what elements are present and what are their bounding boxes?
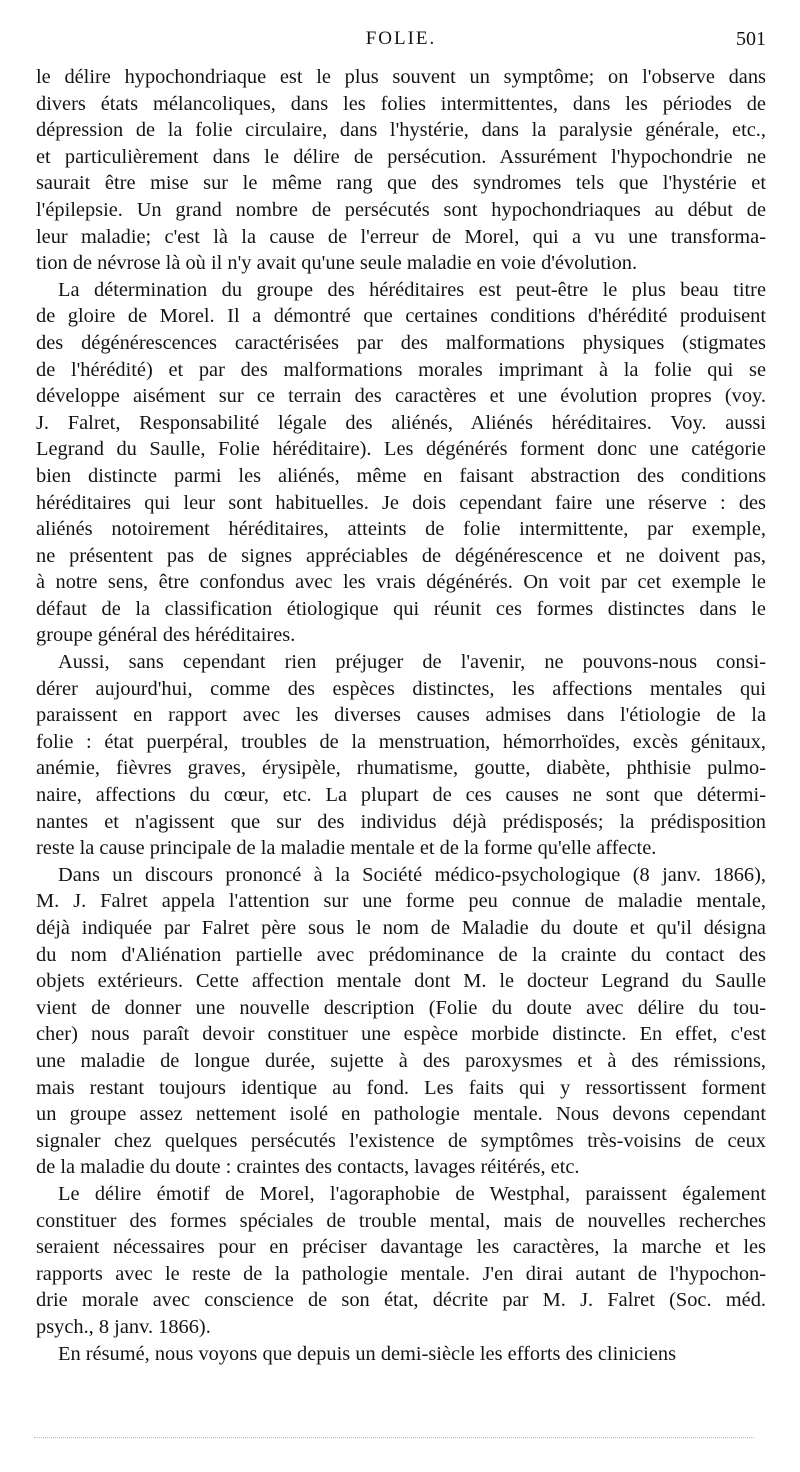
text-line: développe aisément sur ce terrain des caractères et une évolution propres (voy. <box>36 385 766 408</box>
text-line: Aussi, sans cependant rien préjuger de l'avenir, ne pouvons-nous consi- <box>58 651 766 674</box>
text-line: M. J. Falret appela l'attention sur une forme peu connue de maladie mentale, <box>36 890 766 913</box>
body-text <box>36 64 766 1367</box>
text-line: folie : état puerpéral, troubles de la menstruation, hémorrhoïdes, excès génitaux, <box>36 730 766 753</box>
text-line: naire, affections du cœur, etc. La plupart de ces causes ne sont que détermi- <box>36 784 766 807</box>
text-line: héréditaires qui leur sont habituelles. Je dois cependant faire une réserve : des <box>36 491 766 514</box>
text-line: aliénés notoirement héréditaires, atteints de folie intermittente, par exemple, <box>36 518 766 541</box>
paragraph <box>36 1181 766 1341</box>
text-line: rapports avec le reste de la pathologie mentale. J'en dirai autant de l'hypochon- <box>36 1262 766 1285</box>
bottom-rule <box>34 1437 754 1438</box>
running-head: FOLIE. <box>365 28 437 49</box>
text-line: défaut de la classification étiologique qui réunit ces formes distinctes dans le <box>36 597 766 620</box>
text-line: La détermination du groupe des héréditaires est peut-être le plus beau titre <box>58 278 766 301</box>
text-line: J. Falret, Responsabilité légale des aliénés, Aliénés héréditaires. Voy. aussi <box>36 411 766 434</box>
paragraph <box>36 862 766 1181</box>
text-line: divers états mélancoliques, dans les folies intermittentes, dans les périodes de <box>36 92 766 115</box>
book-page <box>36 24 766 1367</box>
text-line: de l'hérédité) et par des malformations morales imprimant à la folie qui se <box>36 358 766 381</box>
text-line: Le délire émotif de Morel, l'agoraphobie de Westphal, paraissent également <box>58 1182 766 1205</box>
text-line: déjà indiquée par Falret père sous le nom de Maladie du doute et qu'il désigna <box>36 917 766 939</box>
text-line: et particulièrement dans le délire de persécution. Assurément l'hypochondrie ne <box>36 145 766 168</box>
text-line: reste la cause principale de la maladie mentale et de la forme qu'elle affecte. <box>36 837 657 860</box>
text-line: drie morale avec conscience de son état, décrite par M. J. Falret (Soc. méd. <box>36 1289 766 1312</box>
text-line: signaler chez quelques persécutés l'existence de symptômes très-voisins de ceux <box>36 1129 766 1152</box>
text-line: ne présentent pas de signes appréciables de dégénérescence et ne doivent pas, <box>36 544 766 567</box>
text-line: mais restant toujours identique au fond. Les faits qui y ressortissent forment <box>36 1076 766 1099</box>
text-line: Legrand du Saulle, Folie héréditaire). Les dégénérés forment donc une catégorie <box>36 438 766 461</box>
text-line: une maladie de longue durée, sujette à des paroxysmes et à des rémissions, <box>36 1049 766 1072</box>
text-line: bien distincte parmi les aliénés, même en faisant abstraction des conditions <box>36 464 766 487</box>
text-line: groupe général des héréditaires. <box>36 624 296 647</box>
text-line: Dans un discours prononcé à la Société médico-psychologique (8 janv. 1866), <box>58 863 766 886</box>
paragraph <box>36 64 766 277</box>
text-line: des dégénérescences caractérisées par des malformations physiques (stigmates <box>36 331 766 354</box>
text-line: à notre sens, être confondus avec les vrais dégénérés. On voit par cet exemple le <box>36 571 766 594</box>
text-line: nantes et n'agissent que sur des individus déjà prédisposés; la prédisposition <box>36 810 766 833</box>
text-line: leur maladie; c'est là la cause de l'erreur de Morel, qui a vu une transforma- <box>36 225 766 248</box>
text-line: le délire hypochondriaque est le plus souvent un symptôme; on l'observe dans <box>36 66 766 88</box>
text-line: anémie, fièvres graves, érysipèle, rhumatisme, goutte, diabète, phthisie pulmo- <box>36 757 766 780</box>
page-header <box>36 24 766 64</box>
page-number: 501 <box>736 28 766 50</box>
paragraph <box>36 277 766 649</box>
text-line: un groupe assez nettement isolé en pathologie mentale. Nous devons cependant <box>36 1103 766 1126</box>
text-line: paraissent en rapport avec les diverses causes admises dans l'étiologie de la <box>36 704 766 727</box>
text-line: de gloire de Morel. Il a démontré que certaines conditions d'hérédité produisent <box>36 305 766 328</box>
text-line: constituer des formes spéciales de trouble mental, mais de nouvelles recherches <box>36 1209 766 1232</box>
text-line: cher) nous paraît devoir constituer une espèce morbide distincte. En effet, c'est <box>36 1023 766 1046</box>
text-line: saurait être mise sur le même rang que des syndromes tels que l'hystérie et <box>36 172 766 195</box>
text-line: seraient nécessaires pour en préciser davantage les caractères, la marche et les <box>36 1236 766 1259</box>
text-line: psych., 8 janv. 1866). <box>36 1315 211 1338</box>
text-line: vient de donner une nouvelle description (Folie du doute avec délire du tou- <box>36 996 766 1019</box>
text-line: du nom d'Aliénation partielle avec prédominance de la crainte du contact des <box>36 943 766 966</box>
text-line: tion de névrose là où il n'y avait qu'une seule maladie en voie d'évolution. <box>36 252 638 275</box>
text-line: dépression de la folie circulaire, dans l'hystérie, dans la paralysie générale, etc., <box>36 119 766 142</box>
text-line: dérer aujourd'hui, comme des espèces distinctes, les affections mentales qui <box>36 677 766 700</box>
paragraph <box>36 649 766 862</box>
paragraph <box>36 1341 766 1368</box>
text-line: de la maladie du doute : craintes des contacts, lavages réitérés, etc. <box>36 1156 580 1179</box>
text-line: En résumé, nous voyons que depuis un demi-siècle les efforts des cliniciens <box>58 1342 677 1365</box>
text-line: l'épilepsie. Un grand nombre de persécutés sont hypochondriaques au début de <box>36 198 766 221</box>
text-line: objets extérieurs. Cette affection mentale dont M. le docteur Legrand du Saulle <box>36 970 766 993</box>
